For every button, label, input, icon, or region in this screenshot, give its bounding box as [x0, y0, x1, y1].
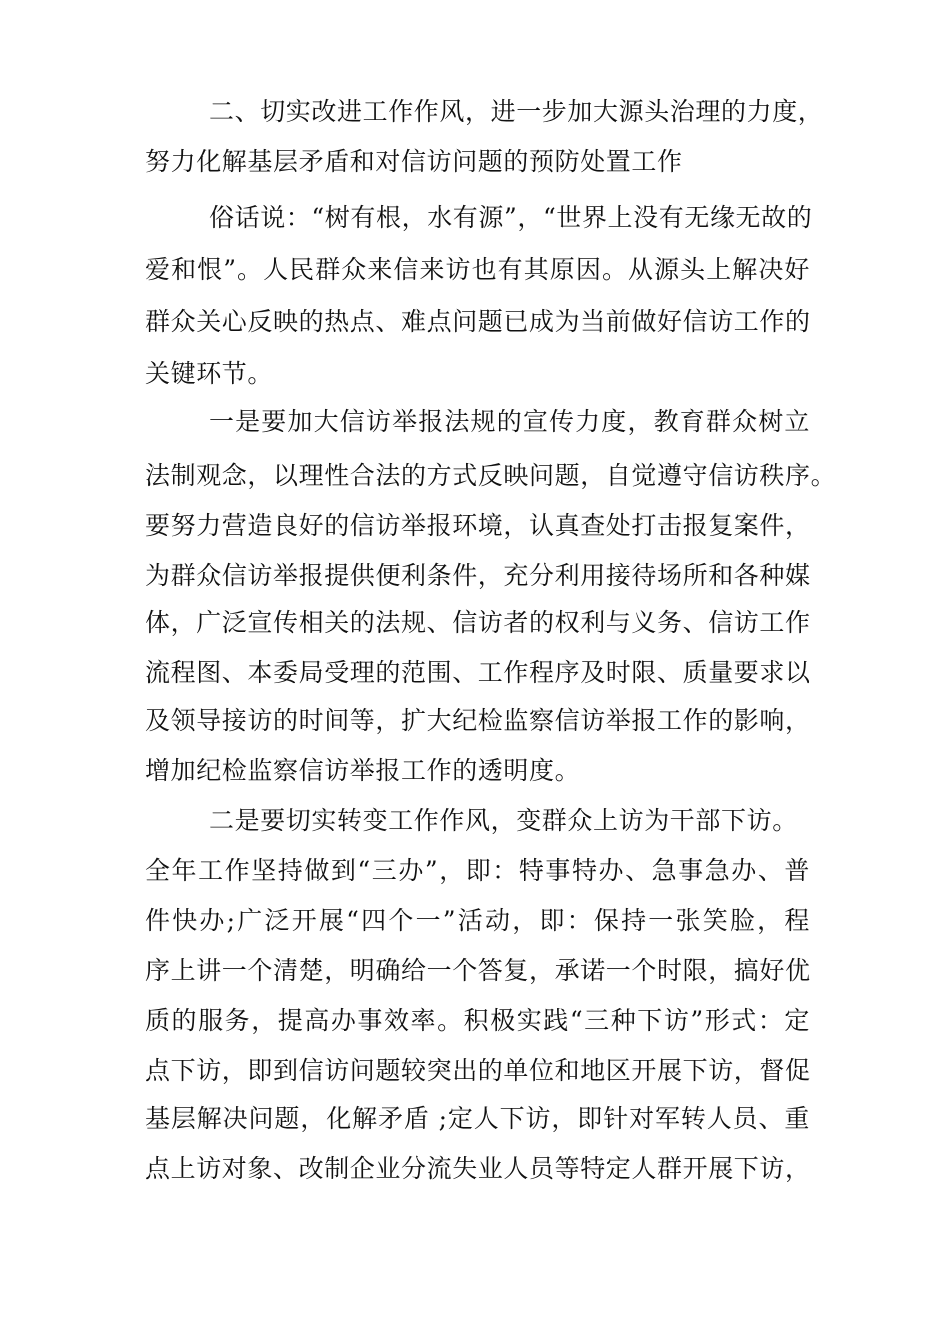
- paragraph-line: 二是要切实转变工作作风，变群众上访为干部下访。: [209, 806, 798, 835]
- paragraph-line: 增加纪检监察信访举报工作的透明度。: [145, 756, 581, 785]
- paragraph-line: 一是要加大信访举报法规的宣传力度，教育群众树立: [209, 407, 810, 436]
- paragraph-line: 全年工作坚持做到“三办”，即：特事特办、急事急办、普: [145, 856, 810, 885]
- paragraph-line: 点上访对象、改制企业分流失业人员等特定人群开展下访，: [145, 1154, 811, 1183]
- paragraph-line: 为群众信访举报提供便利条件，充分利用接待场所和各种媒: [145, 561, 811, 590]
- paragraph-line: 俗话说：“树有根，水有源”，“世界上没有无缘无故的: [209, 203, 813, 232]
- section-heading-line-1: 二、切实改进工作作风，进一步加大源头治理的力度，: [209, 97, 824, 126]
- paragraph-line: 及领导接访的时间等，扩大纪检监察信访举报工作的影响，: [145, 706, 811, 735]
- paragraph-line: 爱和恨”。人民群众来信来访也有其原因。从源头上解决好: [145, 255, 810, 284]
- paragraph-line: 体，广泛宣传相关的法规、信访者的权利与义务、信访工作: [145, 608, 811, 637]
- paragraph-line: 关键环节。: [145, 359, 274, 388]
- paragraph-line: 件快办;广泛开展“四个一”活动，即：保持一张笑脸，程: [145, 906, 810, 935]
- paragraph-line: 基层解决问题，化解矛盾 ;定人下访，即针对军转人员、重: [145, 1104, 810, 1133]
- section-heading-line-2: 努力化解基层矛盾和对信访问题的预防处置工作: [145, 147, 683, 176]
- paragraph-line: 流程图、本委局受理的范围、工作程序及时限、质量要求以: [145, 658, 811, 687]
- paragraph-line: 质的服务，提高办事效率。积极实践“三种下访”形式：定: [145, 1006, 810, 1035]
- paragraph-line: 要努力营造良好的信访举报环境，认真查处打击报复案件，: [145, 511, 811, 540]
- paragraph-line: 序上讲一个清楚，明确给一个答复，承诺一个时限，搞好优: [145, 956, 811, 985]
- paragraph-line: 点下访，即到信访问题较突出的单位和地区开展下访，督促: [145, 1056, 811, 1085]
- paragraph-line: 法制观念，以理性合法的方式反映问题，自觉遵守信访秩序。: [145, 461, 837, 490]
- paragraph-line: 群众关心反映的热点、难点问题已成为当前做好信访工作的: [145, 307, 811, 336]
